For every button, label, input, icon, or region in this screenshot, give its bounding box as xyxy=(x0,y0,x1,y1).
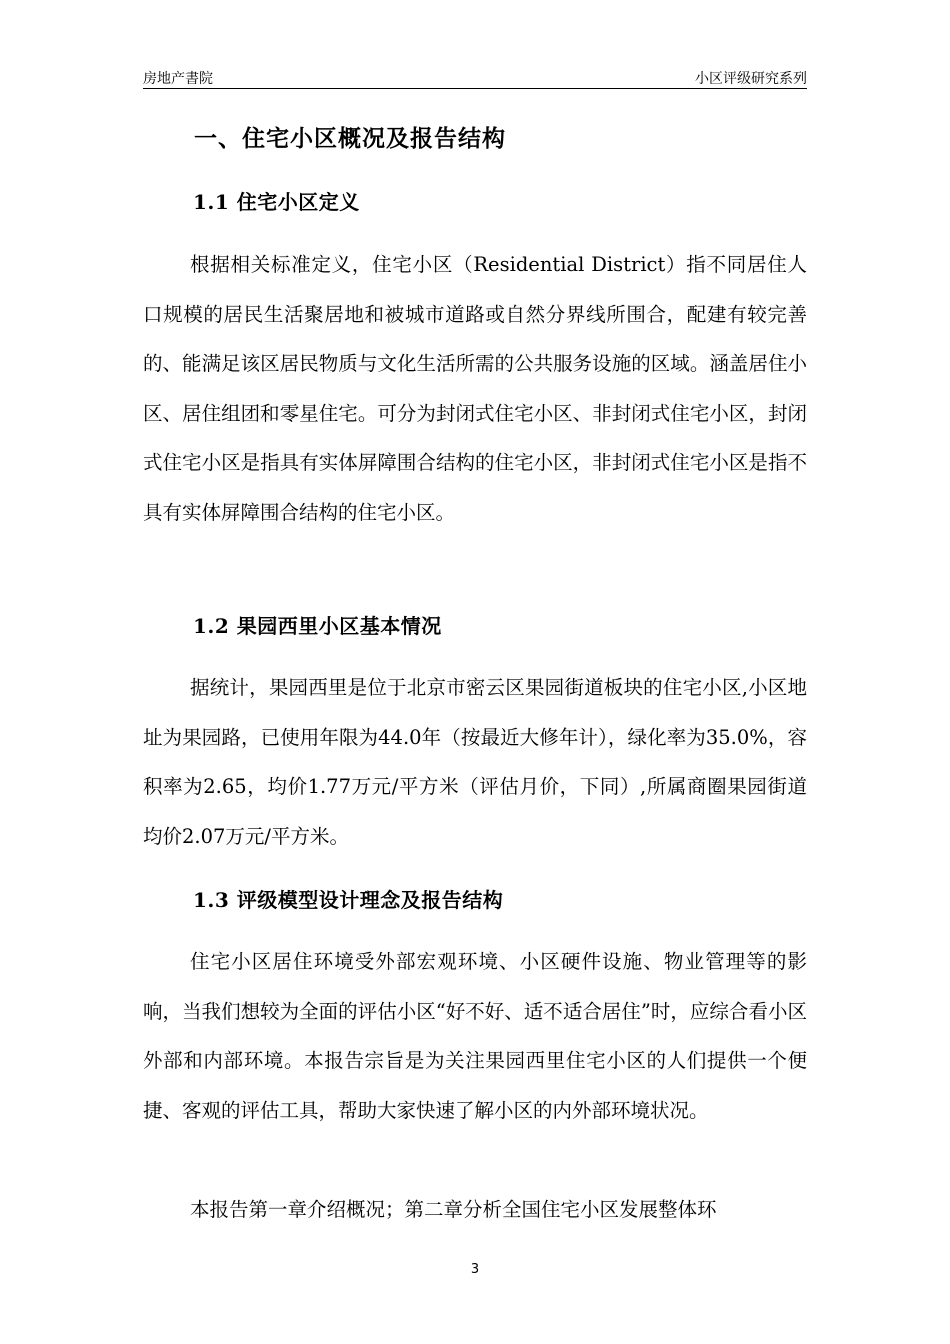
paragraph-report-structure: 本报告第一章介绍概况；第二章分析全国住宅小区发展整体环 xyxy=(190,1198,717,1221)
paragraph-definition: 根据相关标准定义，住宅小区（Residential District）指不同居住人口规模的居民生活聚居地和被城市道路或自然分界线所围合，配建有较完善的、能满足该区居民物质与文化生活所需的公共服务设施的区域。涵盖居住小区、居住组团和零星住宅。可分为封闭式住宅小区、非封闭式住宅小区，封闭式住宅小区是指具有实体屏障围合结构的住宅小区，非封闭式住宅小区是指不具有实体屏障围合结构的住宅小区。 xyxy=(143,253,807,524)
section-heading-1-1: 1.1 住宅小区定义 xyxy=(193,190,360,214)
paragraph-model-design: 住宅小区居住环境受外部宏观环境、小区硬件设施、物业管理等的影响，当我们想较为全面的评估小区“好不好、适不适合居住”时，应综合看小区外部和内部环境。本报告宗旨是为关注果园西里住宅小区的人们提供一个便捷、客观的评估工具，帮助大家快速了解小区的内外部环境状况。 xyxy=(143,950,807,1122)
chapter-title: 一、住宅小区概况及报告结构 xyxy=(194,125,506,152)
page-number: 3 xyxy=(470,1262,480,1277)
header-publisher: 房地产書院 xyxy=(143,71,213,87)
header-series-title: 小区评级研究系列 xyxy=(695,71,807,87)
page-header xyxy=(143,66,807,89)
section-heading-1-2: 1.2 果园西里小区基本情况 xyxy=(193,614,442,638)
section-heading-1-3: 1.3 评级模型设计理念及报告结构 xyxy=(193,888,504,912)
paragraph-basic-info: 据统计，果园西里是位于北京市密云区果园街道板块的住宅小区,小区地址为果园路，已使用年限为44.0年（按最近大修年计），绿化率为35.0%，容积率为2.65，均价1.77万元/平方米（评估月价，下同）,所属商圈果园街道均价2.07万元/平方米。 xyxy=(143,676,807,848)
